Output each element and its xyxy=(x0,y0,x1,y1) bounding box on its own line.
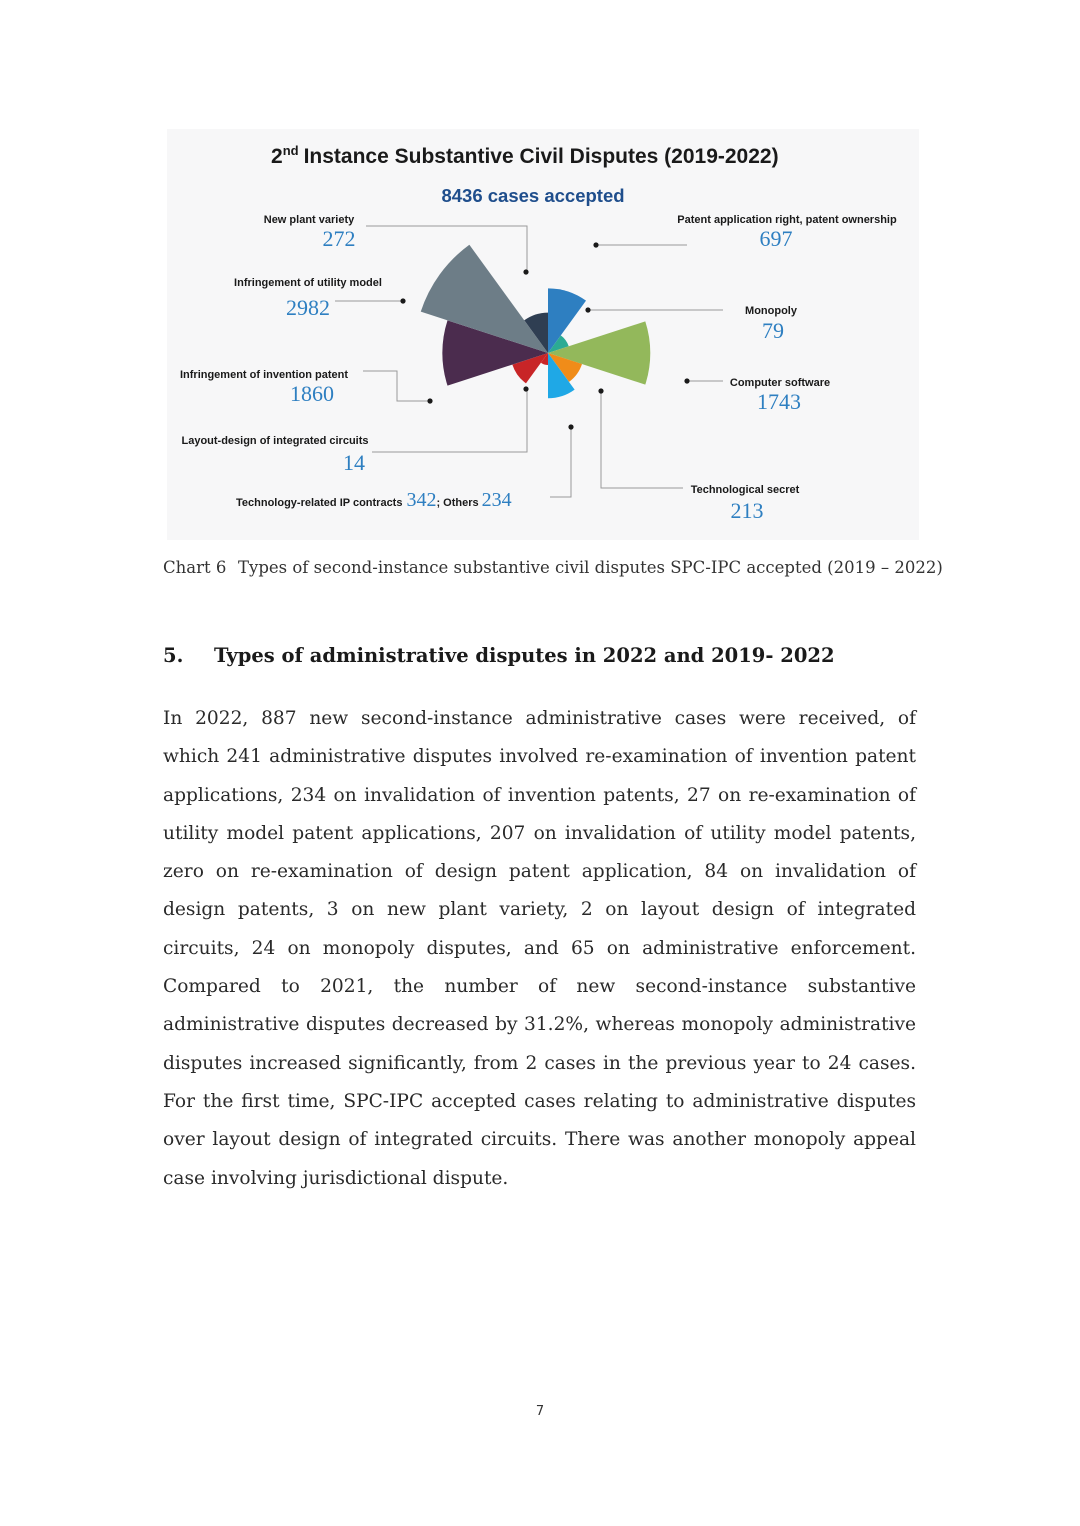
chart-title: 2nd Instance Substantive Civil Disputes (2019-2022) xyxy=(271,143,779,168)
leader-line-new-plant-variety xyxy=(366,226,527,271)
leader-dot-new-plant-variety xyxy=(523,269,528,274)
label-tech-contracts-others: Technology-related IP contracts 342; Others 234 xyxy=(236,489,512,511)
leader-dot-invention-patent xyxy=(427,398,432,403)
label-patent-application: Patent application right, patent ownership xyxy=(677,214,897,226)
leader-line-invention-patent xyxy=(363,371,429,401)
caption-text: Types of second-instance substantive civil disputes SPC-IPC accepted (2019 – 2022) xyxy=(238,558,943,577)
leader-line-tech-contracts xyxy=(550,427,571,497)
label-layout-design: Layout-design of integrated circuits xyxy=(181,435,369,447)
leader-dot-utility-model xyxy=(400,298,405,303)
leader-line-layout-design xyxy=(372,389,527,452)
section-heading xyxy=(163,644,835,667)
label-monopoly: Monopoly xyxy=(745,305,797,317)
leader-dot-tech-contracts xyxy=(568,424,573,429)
leader-line-technological-secret xyxy=(601,391,683,488)
value-invention-patent: 1860 xyxy=(290,381,334,406)
page-number: 7 xyxy=(535,1404,545,1419)
chart-panel xyxy=(167,129,919,540)
label-technological-secret: Technological secret xyxy=(690,484,800,496)
value-layout-design: 14 xyxy=(343,450,365,475)
chart-caption xyxy=(163,558,943,577)
section-number: 5. xyxy=(163,644,184,667)
chart-sectors xyxy=(421,245,651,399)
value-utility-model: 2982 xyxy=(286,295,330,320)
value-monopoly: 79 xyxy=(762,318,784,343)
rose-chart xyxy=(167,129,919,540)
section-title: Types of administrative disputes in 2022 and 2019- 2022 xyxy=(214,644,835,667)
label-invention-patent: Infringement of invention patent xyxy=(179,369,349,381)
leader-dot-computer-software xyxy=(684,378,689,383)
value-patent-application: 697 xyxy=(759,226,793,251)
body-paragraph: In 2022, 887 new second-instance administrative cases were received, of which 241 administrative disputes involved re-examination of invention patent applications, 234 on invalidation of invention patents, 27 on re-examination of utility model patent applications, 207 on invalidation of utility model patents, zero on re-examination of design patent application, 84 on invalidation of design patents, 3 on new plant variety, 2 on layout design of integrated circuits, 24 on monopoly disputes, and 65 on administrative enforcement. Compared to 2021, the number of new second-instance substantive administrative disputes decreased by 31.2%, whereas monopoly administrative disputes increased significantly, from 2 cases in the previous year to 24 cases. For the first time, SPC-IPC accepted cases relating to administrative disputes over layout design of integrated circuits. There was another monopoly appeal case involving jurisdictional dispute. xyxy=(163,708,916,1189)
leader-dot-patent-application xyxy=(593,242,598,247)
chart-subtitle: 8436 cases accepted xyxy=(441,185,625,206)
label-utility-model: Infringement of utility model xyxy=(234,277,382,289)
leader-dot-layout-design xyxy=(523,386,528,391)
value-technological-secret: 213 xyxy=(730,498,764,523)
value-computer-software: 1743 xyxy=(757,389,801,414)
label-computer-software: Computer software xyxy=(729,377,831,389)
value-new-plant-variety: 272 xyxy=(322,226,356,251)
label-new-plant-variety: New plant variety xyxy=(263,214,355,226)
leader-dot-monopoly xyxy=(585,307,590,312)
caption-number: Chart 6 xyxy=(163,558,227,577)
leader-dot-technological-secret xyxy=(598,388,603,393)
